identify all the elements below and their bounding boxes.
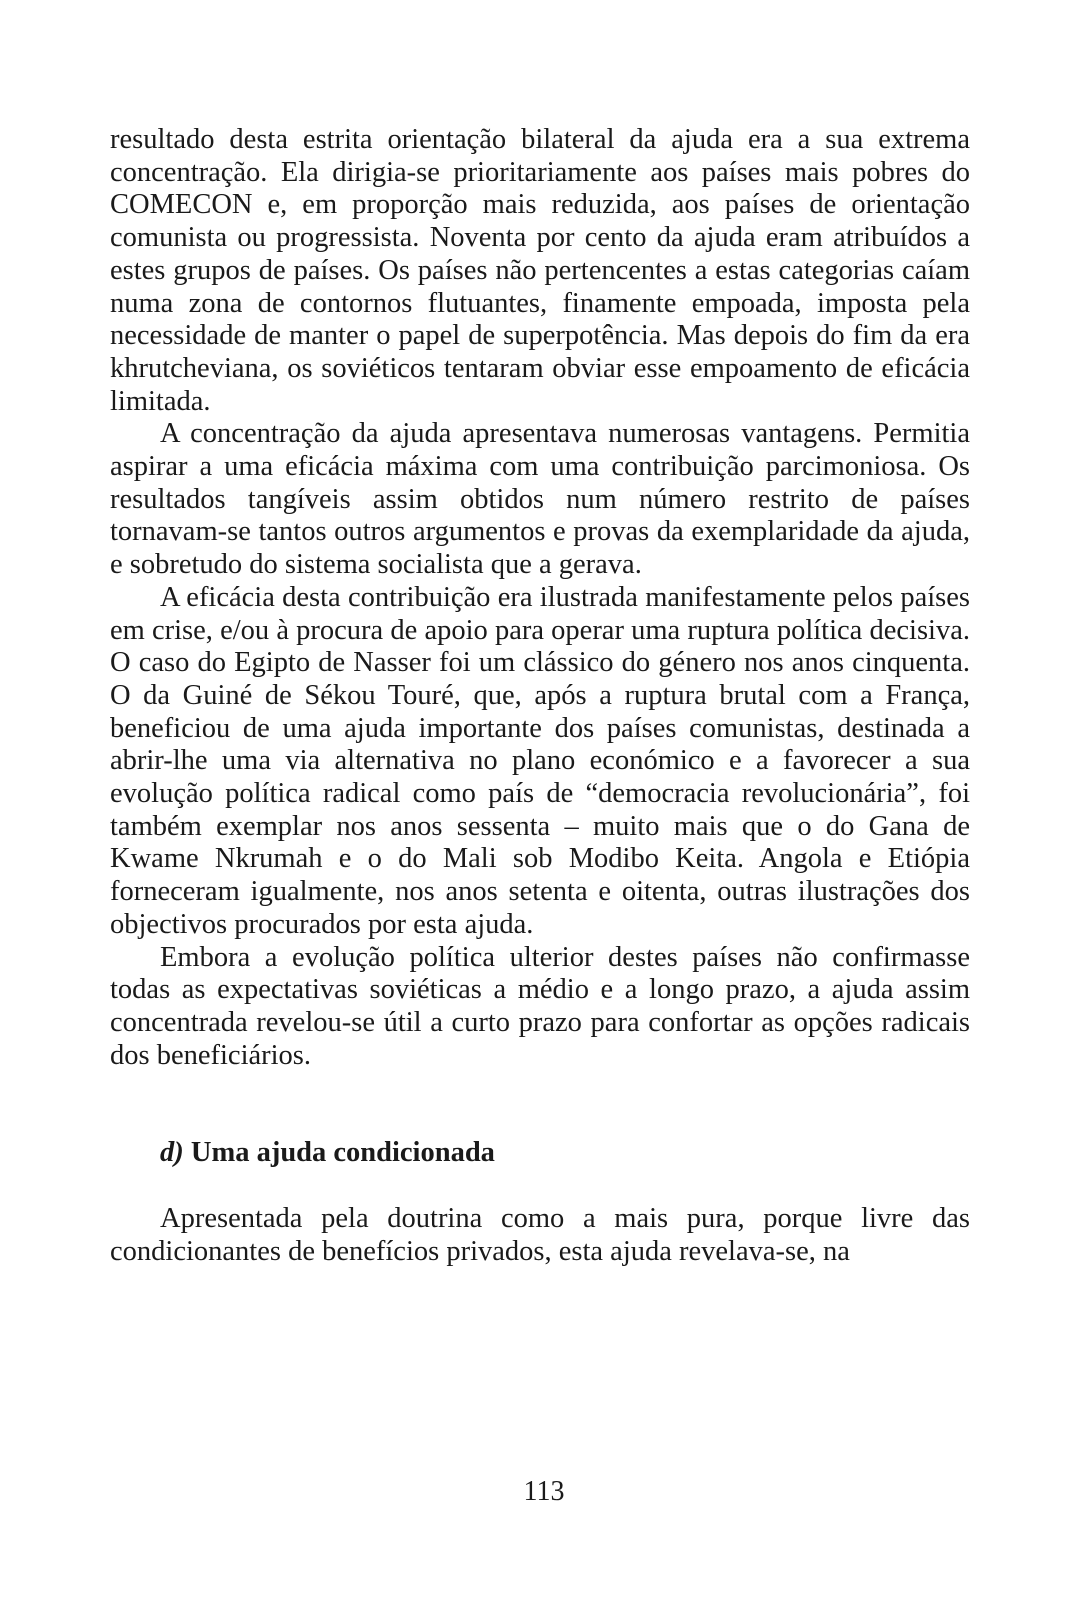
paragraph-4: Embora a evolução política ulterior destes países não confirmasse todas as expectativas soviéticas a médio e a longo prazo, a ajuda assim concentrada revelou-se útil a curto prazo para confortar as opções radicais dos beneficiários. [110, 941, 970, 1071]
page-number: 113 [523, 1476, 565, 1507]
section-heading-title: Uma ajuda condicionada [190, 1137, 495, 1169]
paragraph-2: A concentração da ajuda apresentava numerosas vantagens. Permitia aspirar a uma eficácia máxima com uma contribuição parcimoniosa. Os resultados tangíveis assim obtidos num número restrito de países tornavam-se tantos outros argumentos e provas da exemplaridade da ajuda, e sobretudo do sistema socialista que a gerava. [110, 418, 970, 581]
paragraph-3: A eficácia desta contribuição era ilustrada manifestamente pelos países em crise, e/ou à procura de apoio para operar uma ruptura política decisiva. O caso do Egipto de Nasser foi um clássico do género nos anos cinquenta. O da Guiné de Sékou Touré, que, após a ruptura brutal com a França, beneficiou de uma ajuda importante dos países comunistas, destinada a abrir-lhe uma via alternativa no plano económico e a favorecer a sua evolução política radical como país de “democracia revolucionária”, foi também exemplar nos anos sessenta – muito mais que o do Gana de Kwame Nkrumah e o do Mali sob Modibo Keita. Angola e Etiópia forneceram igualmente, nos anos setenta e oitenta, outras ilustrações dos objectivos procurados por esta ajuda. [110, 581, 970, 940]
paragraph-1: resultado desta estrita orientação bilateral da ajuda era a sua extrema concentração. Ela dirigia-se prioritariamente aos países mais pobres do COMECON e, em proporção mais reduzida, aos países de orientação comunista ou progressista. Noventa por cento da ajuda eram atribuídos a estes grupos de países. Os países não pertencentes a estas categorias caíam numa zona de contornos flutuantes, finamente empoada, imposta pela necessidade de manter o papel de superpotência. Mas depois do fim da era khrutcheviana, os soviéticos tentaram obviar esse empoamento de eficácia limitada. [110, 124, 970, 417]
section-heading-letter: d) [160, 1137, 184, 1169]
page-body [110, 124, 970, 1269]
section-heading [110, 1137, 970, 1170]
paragraph-5: Apresentada pela doutrina como a mais pura, porque livre das condicionantes de benefícios privados, esta ajuda revelava-se, na [110, 1203, 970, 1267]
